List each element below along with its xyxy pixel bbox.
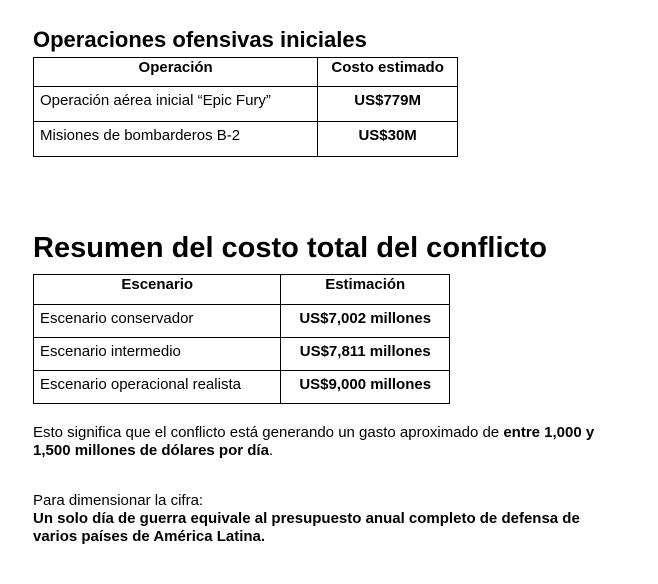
initial-operations-table	[33, 57, 458, 157]
table-header-row	[34, 58, 458, 87]
scenario-estimate-cell: US$7,002 millones	[281, 305, 450, 338]
operation-cost-cell: US$30M	[318, 122, 458, 157]
column-header-estimate: Estimación	[281, 275, 450, 305]
section-title-initial-operations: Operaciones ofensivas iniciales	[33, 27, 367, 52]
context-statement: Un solo día de guerra equivale al presupuesto anual completo de defensa de varios países de América Latina.	[33, 510, 580, 545]
table-header-row	[34, 275, 450, 305]
table-row	[34, 371, 450, 404]
daily-spending-period: .	[268, 442, 274, 459]
operation-name-cell: Operación aérea inicial “Epic Fury”	[34, 87, 318, 122]
table-row	[34, 122, 458, 157]
column-header-scenario: Escenario	[34, 275, 281, 305]
section-title-total-cost-summary: Resumen del costo total del conflicto	[33, 232, 548, 264]
cost-summary-table	[33, 274, 450, 404]
daily-spending-paragraph	[33, 424, 623, 460]
scenario-estimate-cell: US$9,000 millones	[281, 371, 450, 404]
scenario-name-cell: Escenario conservador	[34, 305, 281, 338]
table-row	[34, 87, 458, 122]
scenario-name-cell: Escenario operacional realista	[34, 371, 281, 404]
operation-name-cell: Misiones de bombarderos B-2	[34, 122, 318, 157]
scenario-name-cell: Escenario intermedio	[34, 338, 281, 371]
daily-spending-range: entre 1,000 y 1,500 millones de dólares por día	[33, 424, 595, 459]
table-row	[34, 305, 450, 338]
scenario-estimate-cell: US$7,811 millones	[281, 338, 450, 371]
context-intro: Para dimensionar la cifra:	[33, 492, 204, 509]
daily-spending-text: Esto significa que el conflicto está generando un gasto aproximado de	[33, 424, 504, 441]
column-header-estimated-cost: Costo estimado	[318, 58, 458, 87]
table-row	[34, 338, 450, 371]
column-header-operation: Operación	[34, 58, 318, 87]
operation-cost-cell: US$779M	[318, 87, 458, 122]
